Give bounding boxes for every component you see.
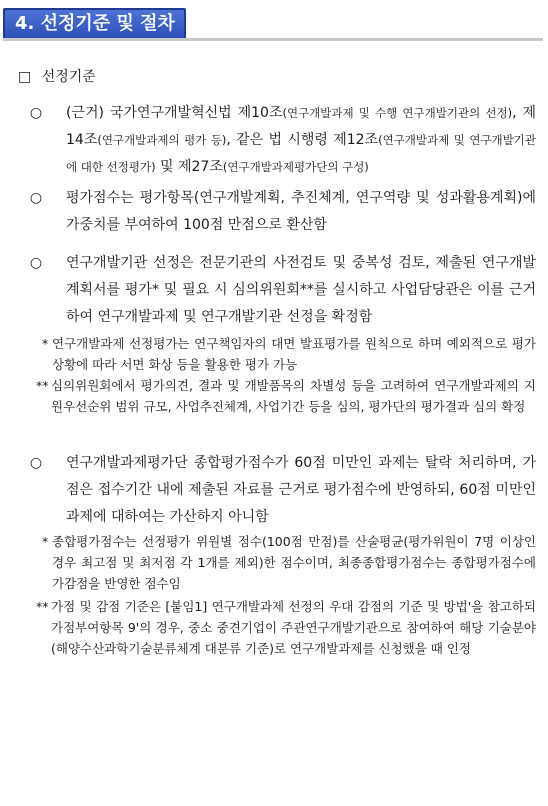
criteria-item-selection <box>18 250 536 331</box>
text-run: 및 제27조 <box>155 159 223 175</box>
title-underline <box>3 38 543 41</box>
footnote <box>42 531 536 594</box>
item-text: 연구개발과제평가단 종합평가점수가 60점 미만인 과제는 탈락 처리하며, 가점은 접수기간 내에 제출된 자료를 근거로 평가점수에 반영하되, 60점 미만인 과제에 대하여는 가산하지 아니함 <box>66 455 536 525</box>
footnote <box>36 375 536 417</box>
footnote-text: 연구개발과제 선정평가는 연구책임자의 대면 발표평가를 원칙으로 하며 예외적으로 평가상황에 따라 서면 화상 등을 활용한 평가 가능 <box>52 336 536 372</box>
circle-bullet-icon: ○ <box>29 255 43 271</box>
circle-bullet-icon: ○ <box>29 190 43 206</box>
footnote-mark: * <box>42 534 49 549</box>
circle-bullet-icon: ○ <box>29 455 43 471</box>
text-run: (근거) 국가연구개발혁신법 제10조 <box>66 105 283 121</box>
section-title-tab <box>3 8 186 40</box>
section-title: 4. 선정기준 및 절차 <box>15 13 175 34</box>
circle-bullet-icon: ○ <box>29 105 43 121</box>
checkbox-square-icon: □ <box>18 69 32 85</box>
subsection-heading <box>18 66 96 86</box>
text-run: , 같은 법 시행령 제12조 <box>226 132 379 148</box>
footnote-mark: * <box>42 336 49 351</box>
footnote <box>42 333 536 375</box>
footnote-text: 종합평가점수는 선정평가 위원별 점수(100점 만점)를 산술평균(평가위원이 7명 이상인 경우 최고점 및 최저점 각 1개를 제외)한 점수이며, 최종종합평가점수는 종합평가점수에 가감점을 반영한 점수임 <box>52 534 536 591</box>
footnote-mark: ** <box>36 378 49 393</box>
footnote-text: 가점 및 감점 기준은 [붙임1] 연구개발과제 선정의 우대 감점의 기준 및 방법'을 참고하되 가점부여항목 9'의 경우, 중소 중견기업이 주관연구개발기관으로 참여하여 해당 기술분야(해양수산과학기술분류체계 대분류 기준)로 연구개발과제를 신청했을 때 인정 <box>51 599 536 656</box>
item-text: 연구개발기관 선정은 전문기관의 사전검토 및 중복성 검토, 제출된 연구개발계획서를 평가* 및 필요 시 심의위원회**를 실시하고 사업담당관은 이를 근거하여 연구개발과제 및 연구개발기관 선정을 확정함 <box>66 255 536 325</box>
criteria-item-score <box>18 185 536 239</box>
footnote-mark: ** <box>36 599 49 614</box>
footnote-text: 심의위원회에서 평가의견, 결과 및 개발품목의 차별성 등을 고려하여 연구개발과제의 지원우선순위 범위 규모, 사업추진체계, 사업기간 등을 심의, 평가단의 평가결과 심의 확정 <box>51 378 536 414</box>
item-text <box>66 100 536 181</box>
criteria-item-threshold <box>18 450 536 531</box>
footnote <box>36 596 536 659</box>
text-run-small: (연구개발과제 및 수행 연구개발기관의 선정) <box>282 106 513 120</box>
item-text: 평가점수는 평가항목(연구개발계획, 추진체계, 연구역량 및 성과활용계획)에 가중치를 부여하여 100점 만점으로 환산함 <box>66 190 536 233</box>
criteria-item-legal-basis <box>18 100 536 181</box>
text-run-small: (연구개발과제의 평가 등) <box>97 133 227 147</box>
text-run-small: (연구개발과제평가단의 구성) <box>222 160 369 174</box>
subsection-title: 선정기준 <box>41 69 96 85</box>
text-run-small: (연구개발과제 및 연구개발기관에 대한 선정평가) <box>66 133 536 174</box>
text-run: , 제14조 <box>66 105 536 148</box>
